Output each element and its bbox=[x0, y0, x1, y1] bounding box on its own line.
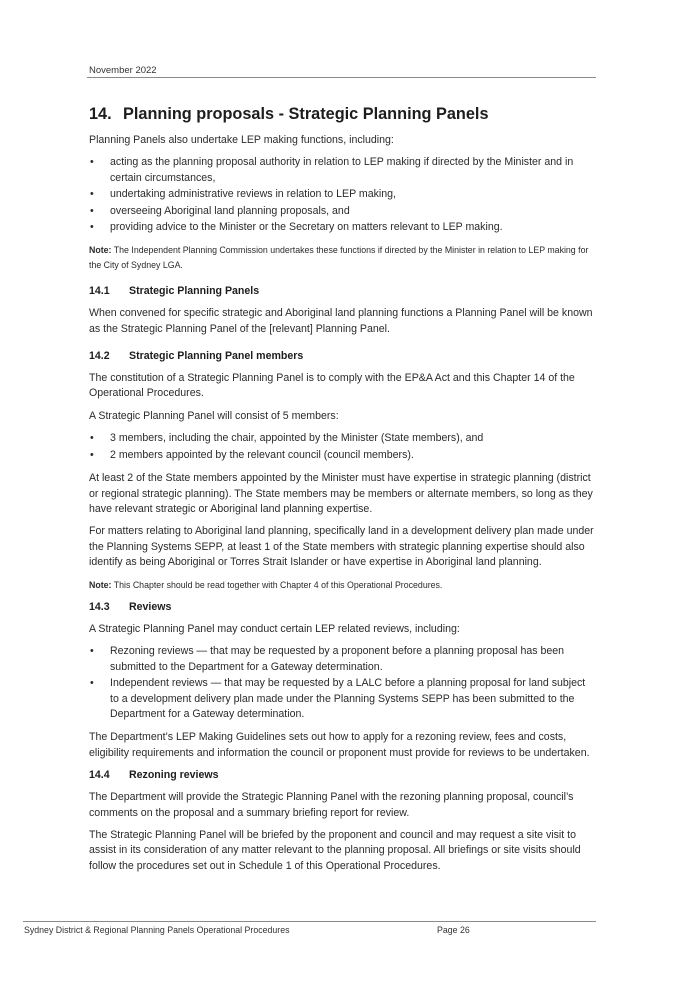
page-content bbox=[89, 104, 594, 881]
intro-paragraph: Planning Panels also undertake LEP making functions, including: bbox=[89, 134, 394, 146]
header-date: November 2022 bbox=[89, 65, 157, 76]
section-title: Reviews bbox=[129, 600, 172, 613]
footer-page-number: Page 26 bbox=[437, 925, 470, 935]
note-chapter-4 bbox=[89, 578, 594, 592]
chapter-title-text: Planning proposals - Strategic Planning Panels bbox=[123, 105, 489, 123]
paragraph: The Department’s LEP Making Guidelines sets out how to apply for a rezoning review, fees and costs, eligibility requirements and information the council or proponent must provide for reviews to be undertaken. bbox=[89, 731, 590, 759]
paragraph: The constitution of a Strategic Planning Panel is to comply with the EP&A Act and this Chapter 14 of the Operational Procedures. bbox=[89, 372, 575, 400]
section-number: 14.1 bbox=[89, 285, 110, 298]
members-bullet-list bbox=[89, 431, 594, 463]
section-title: Rezoning reviews bbox=[129, 769, 219, 782]
note-label: Note: bbox=[89, 579, 112, 590]
list-item: • Independent reviews — that may be requested by a LALC before a planning proposal for land subject to a development delivery plan made under the Planning Systems SEPP has been submitted to the Department for a Gateway determination. bbox=[89, 676, 594, 722]
section-heading-14-1 bbox=[89, 284, 594, 299]
intro-bullet-list bbox=[89, 155, 594, 235]
paragraph: When convened for specific strategic and Aboriginal land planning functions a Planning Panel will be known as the Strategic Planning Panel of the [relevant] Planning Panel. bbox=[89, 307, 593, 335]
paragraph: A Strategic Planning Panel will consist of 5 members: bbox=[89, 409, 339, 422]
paragraph: A Strategic Planning Panel may conduct certain LEP related reviews, including: bbox=[89, 622, 460, 635]
section-number: 14.2 bbox=[89, 350, 110, 363]
list-item: • providing advice to the Minister or the Secretary on matters relevant to LEP making. bbox=[89, 220, 594, 235]
list-item: • acting as the planning proposal authority in relation to LEP making if directed by the Minister and in certain circumstances, bbox=[89, 155, 594, 186]
paragraph: The Department will provide the Strategic Planning Panel with the rezoning planning proposal, council’s comments on the proposal and a summary briefing report for review. bbox=[89, 791, 574, 819]
chapter-title bbox=[89, 104, 594, 124]
chapter-number: 14. bbox=[89, 105, 112, 123]
note-text: This Chapter should be read together with Chapter 4 of this Operational Procedures. bbox=[111, 579, 443, 590]
list-item: • 2 members appointed by the relevant council (council members). bbox=[89, 448, 594, 463]
note-label: Note: bbox=[89, 245, 112, 256]
section-heading-14-2 bbox=[89, 349, 594, 364]
reviews-bullet-list bbox=[89, 644, 594, 722]
note-ipc bbox=[89, 243, 594, 272]
footer-divider bbox=[23, 921, 596, 922]
list-item: • 3 members, including the chair, appointed by the Minister (State members), and bbox=[89, 431, 594, 446]
paragraph: At least 2 of the State members appointed by the Minister must have expertise in strategic planning (district or regional strategic planning). The State members may be members or alternate members, so long as they have relevant strategic or Aboriginal land planning expertise. bbox=[89, 472, 593, 515]
list-item: • Rezoning reviews — that may be requested by a proponent before a planning proposal has been submitted to the Department for a Gateway determination. bbox=[89, 644, 594, 675]
section-number: 14.3 bbox=[89, 600, 110, 613]
footer-document-title: Sydney District & Regional Planning Panels Operational Procedures bbox=[24, 925, 290, 935]
note-text: The Independent Planning Commission undertakes these functions if directed by the Minister in relation to LEP making for the City of Sydney LGA. bbox=[89, 245, 589, 270]
section-title: Strategic Planning Panel members bbox=[129, 350, 304, 363]
header-divider bbox=[87, 77, 596, 78]
section-heading-14-3 bbox=[89, 600, 594, 615]
list-item: • undertaking administrative reviews in relation to LEP making, bbox=[89, 187, 594, 202]
section-heading-14-4 bbox=[89, 768, 594, 783]
list-item: • overseeing Aboriginal land planning proposals, and bbox=[89, 204, 594, 219]
paragraph: The Strategic Planning Panel will be briefed by the proponent and council and may request a site visit to assist in its consideration of any matter relevant to the planning proposal. All briefings or site visits should follow the procedures set out in Schedule 1 of this Operational Procedures. bbox=[89, 829, 581, 872]
section-title: Strategic Planning Panels bbox=[129, 285, 260, 298]
section-number: 14.4 bbox=[89, 769, 110, 782]
paragraph: For matters relating to Aboriginal land planning, specifically land in a development delivery plan made under the Planning Systems SEPP, at least 1 of the State members with strategic planning expertise should also identify as being Aboriginal or Torres Strait Islander or have expertise in Aboriginal land planning. bbox=[89, 525, 594, 569]
